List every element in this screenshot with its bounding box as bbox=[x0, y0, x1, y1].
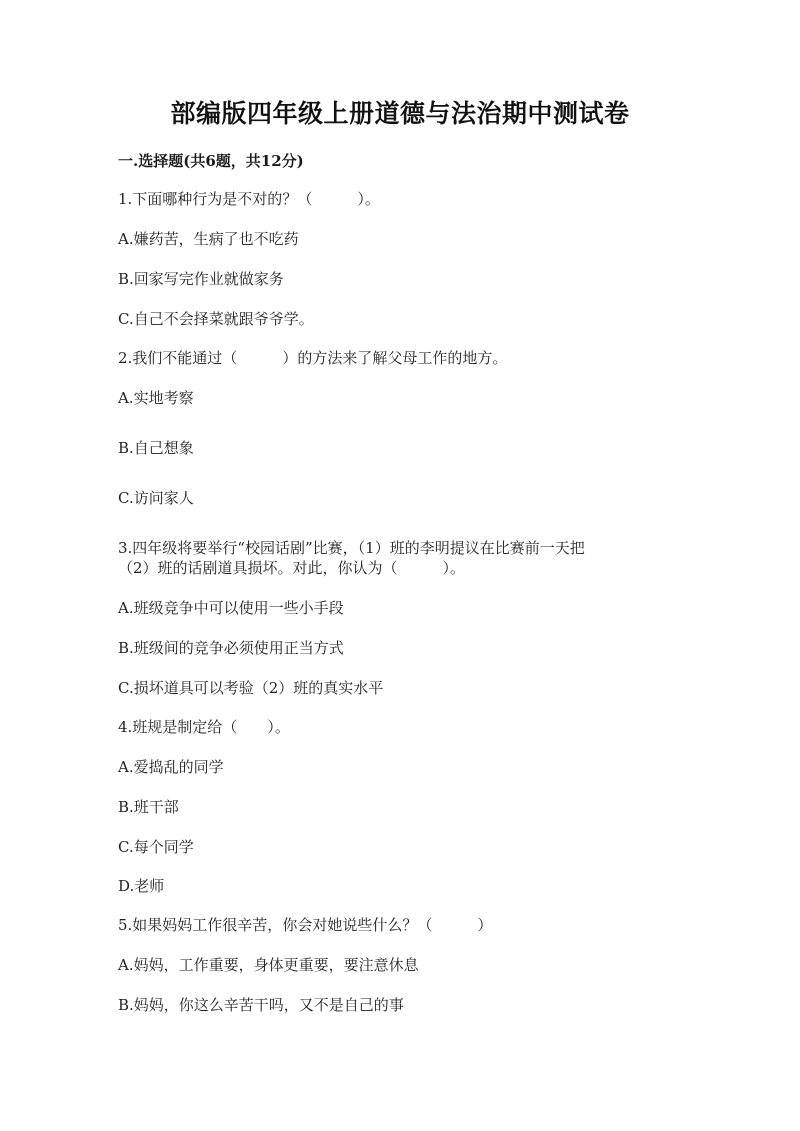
question-2-option-a: A.实地考察 bbox=[118, 389, 194, 407]
question-4-stem: 4.班规是制定给（ ）。 bbox=[118, 718, 290, 736]
question-3-option-a: A.班级竞争中可以使用一些小手段 bbox=[118, 599, 344, 617]
question-4-option-a: A.爱捣乱的同学 bbox=[118, 758, 224, 776]
question-1-option-b: B.回家写完作业就做家务 bbox=[118, 270, 284, 288]
question-5-stem: 5.如果妈妈工作很辛苦，你会对她说些什么？（ ） bbox=[118, 916, 493, 934]
question-3-option-c: C.损坏道具可以考验（2）班的真实水平 bbox=[118, 679, 384, 697]
question-2-stem: 2.我们不能通过（ ）的方法来了解父母工作的地方。 bbox=[118, 349, 508, 367]
question-1-option-c: C.自己不会择菜就跟爷爷学。 bbox=[118, 310, 314, 328]
section-heading: 一.选择题(共6题，共12分) bbox=[118, 152, 304, 170]
question-4-option-c: C.每个同学 bbox=[118, 838, 194, 856]
question-4-option-b: B.班干部 bbox=[118, 798, 179, 816]
question-3-option-b: B.班级间的竞争必须使用正当方式 bbox=[118, 639, 344, 657]
page-title: 部编版四年级上册道德与法治期中测试卷 bbox=[170, 99, 630, 128]
question-1-option-a: A.嫌药苦，生病了也不吃药 bbox=[118, 230, 299, 248]
question-1-stem: 1.下面哪种行为是不对的？（ ）。 bbox=[118, 190, 380, 208]
question-5-option-a: A.妈妈，工作重要，身体更重要，要注意休息 bbox=[118, 956, 419, 974]
question-3-stem-line-1: 3.四年级将要举行“校园话剧”比赛，（1）班的李明提议在比赛前一天把 bbox=[118, 539, 585, 557]
question-2-option-c: C.访问家人 bbox=[118, 489, 194, 507]
question-5-option-b: B.妈妈，你这么辛苦干吗，又不是自己的事 bbox=[118, 996, 404, 1014]
question-2-option-b: B.自己想象 bbox=[118, 439, 194, 457]
question-3-stem-line-2: （2）班的话剧道具损坏。对此，你认为（ ）。 bbox=[118, 559, 466, 577]
question-4-option-d: D.老师 bbox=[118, 877, 165, 895]
